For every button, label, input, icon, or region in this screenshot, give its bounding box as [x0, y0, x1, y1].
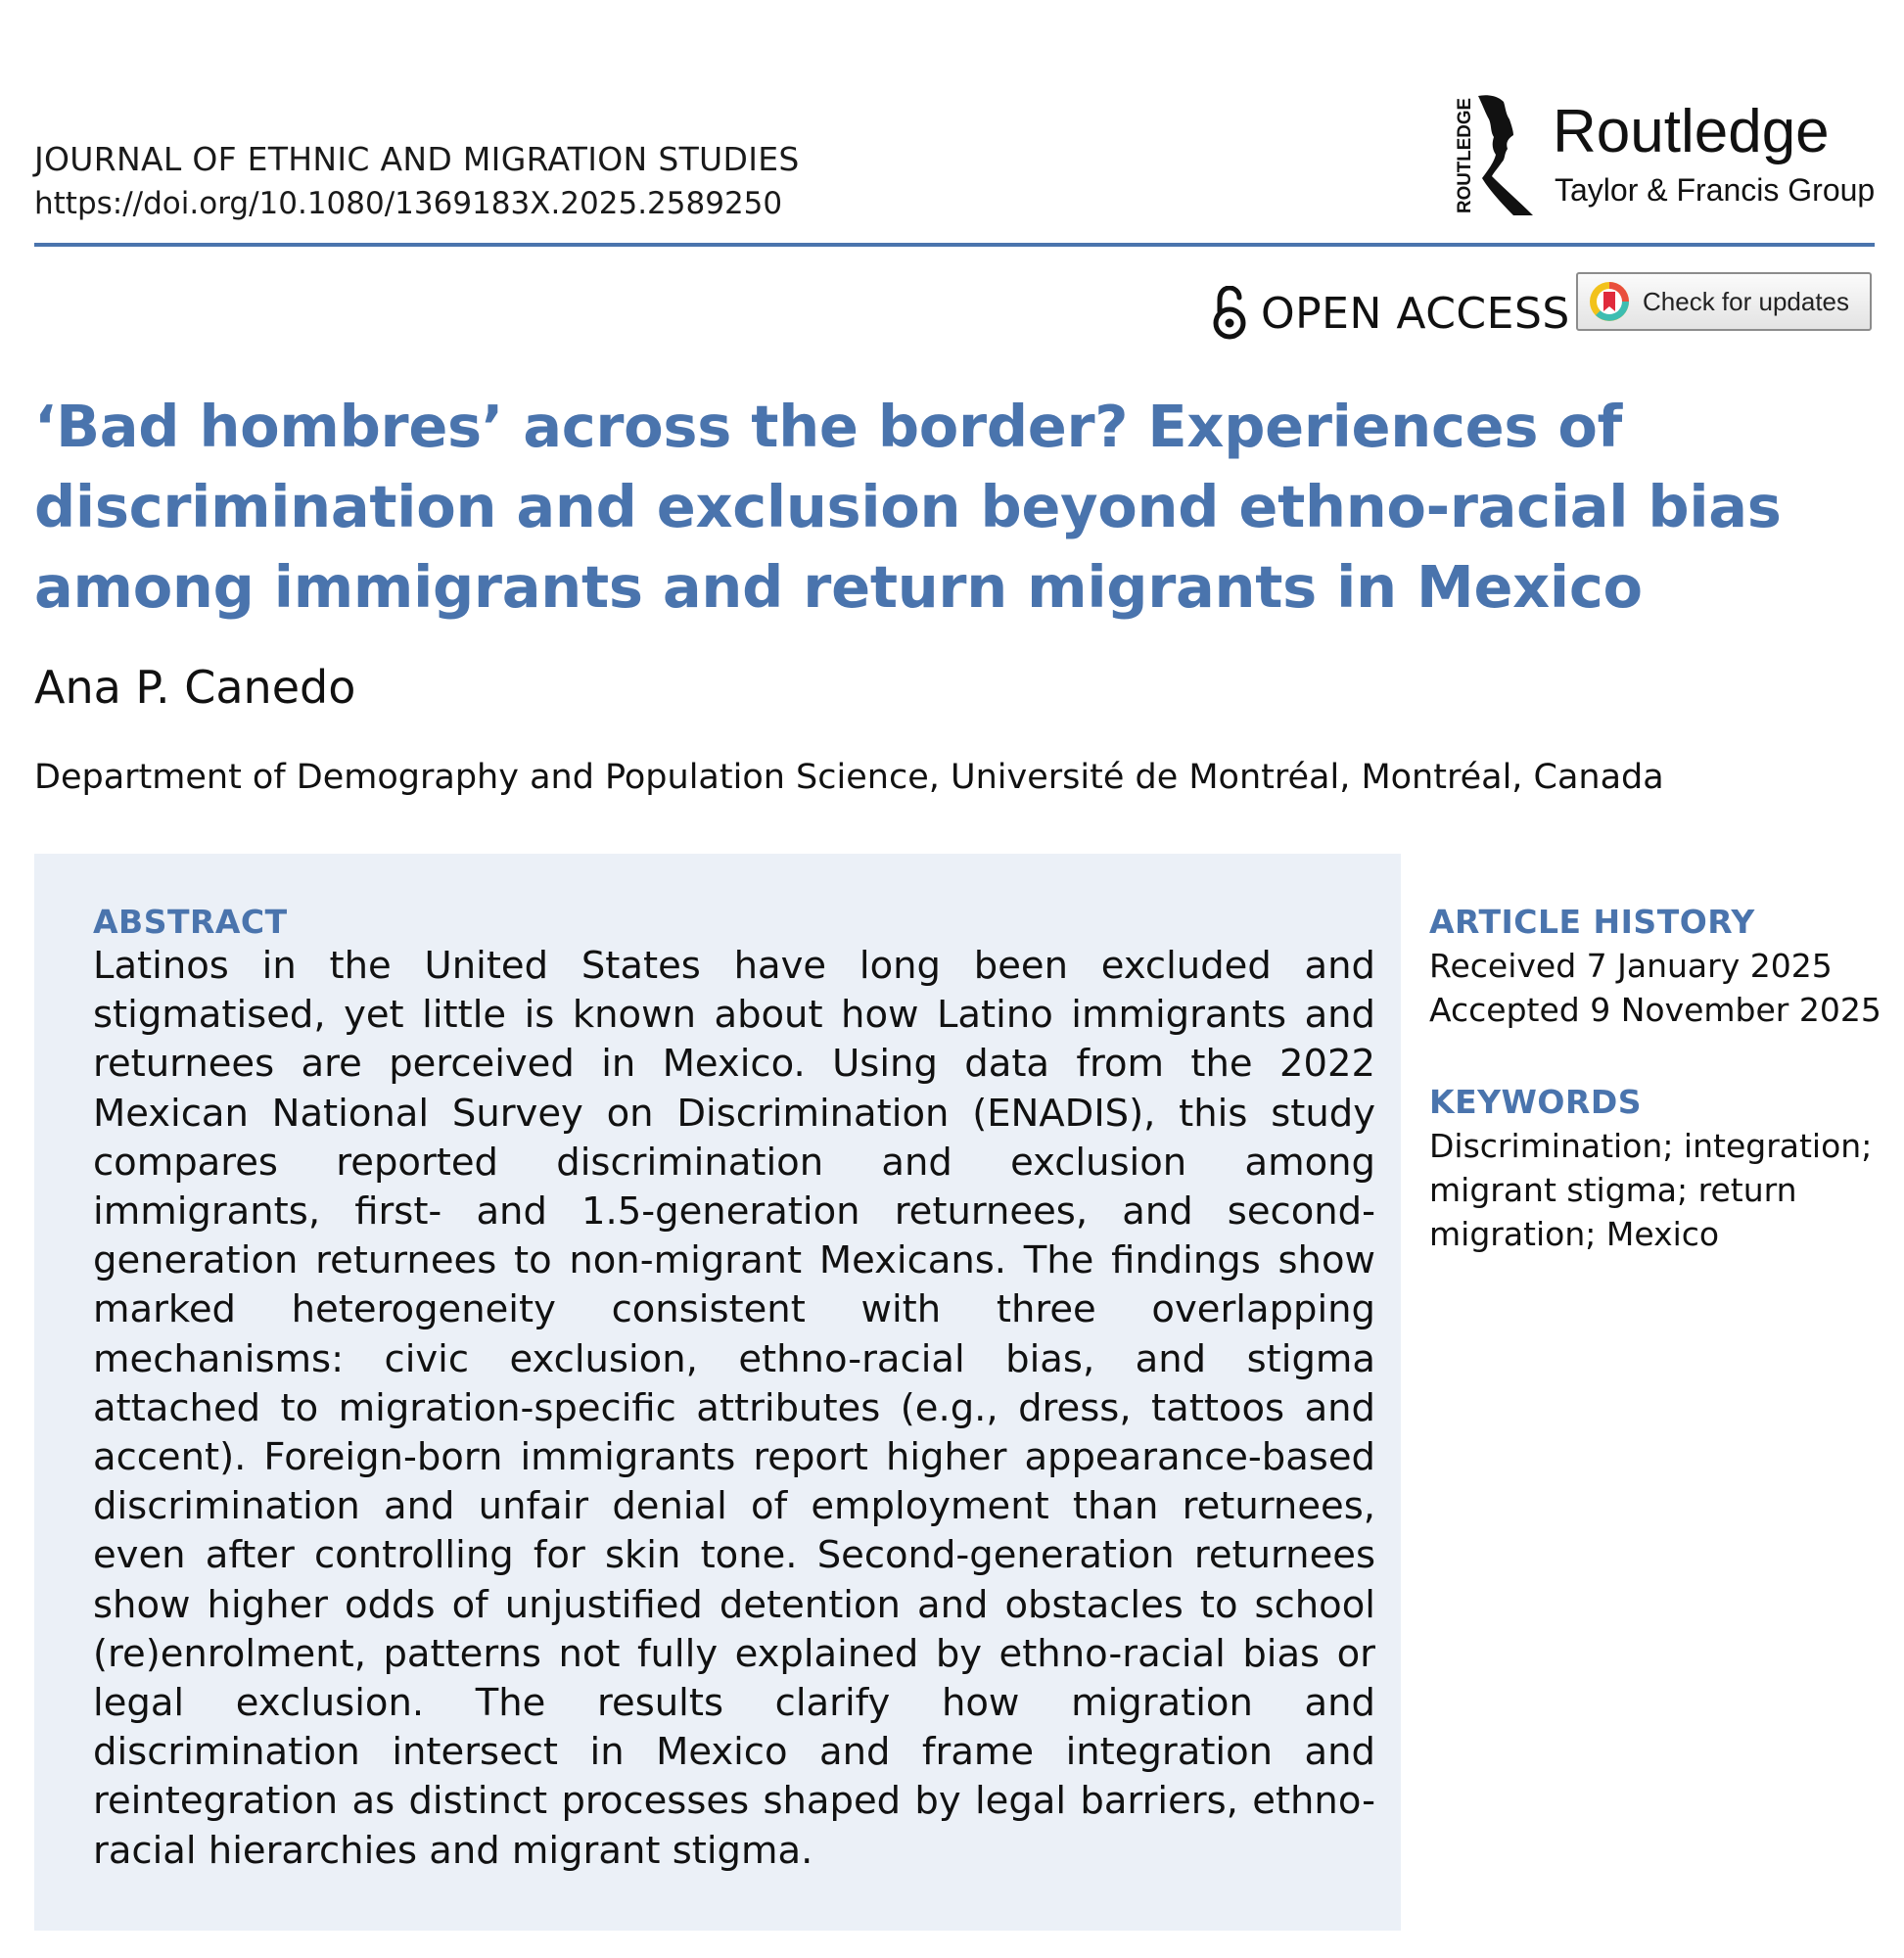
publisher-logo-text: ROUTLEDGE — [1455, 96, 1475, 213]
abstract-panel — [34, 854, 1401, 1931]
header-divider — [34, 243, 1875, 247]
journal-name: JOURNAL OF ETHNIC AND MIGRATION STUDIES — [34, 140, 800, 178]
article-history-heading: ARTICLE HISTORY — [1429, 903, 1755, 941]
received-date: Received 7 January 2025 — [1429, 947, 1833, 985]
doi-link[interactable]: https://doi.org/10.1080/1369183X.2025.2589250 — [34, 186, 783, 221]
crossmark-icon — [1588, 280, 1631, 323]
keywords-list: Discrimination; integration; migrant stigma; return migration; Mexico — [1429, 1127, 1873, 1253]
routledge-profile-logo-icon — [1449, 94, 1537, 217]
article-sidebar — [1429, 901, 1889, 1256]
open-access-badge — [1212, 284, 1570, 343]
publisher-group: Taylor & Francis Group — [1555, 172, 1876, 208]
open-access-label: OPEN ACCESS — [1261, 288, 1570, 339]
publisher-logo[interactable] — [1449, 94, 1880, 217]
article-title: ‘Bad hombres’ across the border? Experiences of discrimination and exclusion beyond ethno-racial bias among immigrants and return migrants in Mexico — [34, 393, 1782, 621]
abstract-heading: ABSTRACT — [93, 903, 288, 941]
open-access-lock-icon — [1212, 286, 1247, 341]
check-for-updates-label: Check for updates — [1643, 286, 1850, 316]
keywords-heading: KEYWORDS — [1429, 1083, 1643, 1121]
journal-header — [34, 137, 800, 225]
accepted-date: Accepted 9 November 2025 — [1429, 991, 1881, 1029]
abstract-text: Latinos in the United States have long been excluded and stigmatised, yet little is known about how Latino immigrants and returnees are perceived in Mexico. Using data from the 2022 Mexican National Survey on Discrimination (ENADIS), this study compares reported discrimination and exclusion among immigrants, first- and 1.5-generation returnees, and second-generation returnees to non-migrant Mexicans. The findings show marked heterogeneity consistent with three overlapping mechanisms: civic exclusion, ethno-racial bias, and stigma attached to migration-specific attributes (e.g., dress, tattoos and accent). Foreign-born immigrants report higher appearance-based discrimination and unfair denial of employment than returnees, even after controlling for skin tone. Second-generation returnees show higher odds of unjustified detention and obstacles to school (re)enrolment, patterns not fully explained by ethno-racial bias or legal exclusion. The results clarify how migration and discrimination intersect in Mexico and frame integration and reintegration as distinct processes shaped by legal barriers, ethno-racial hierarchies and migrant stigma. — [93, 944, 1375, 1873]
publisher-name: Routledge — [1553, 98, 1830, 165]
author-affiliation: Department of Demography and Population Science, Université de Montréal, Montréal, Canada — [34, 758, 1664, 797]
check-for-updates-button[interactable] — [1576, 272, 1872, 331]
author-name[interactable]: Ana P. Canedo — [34, 661, 356, 714]
